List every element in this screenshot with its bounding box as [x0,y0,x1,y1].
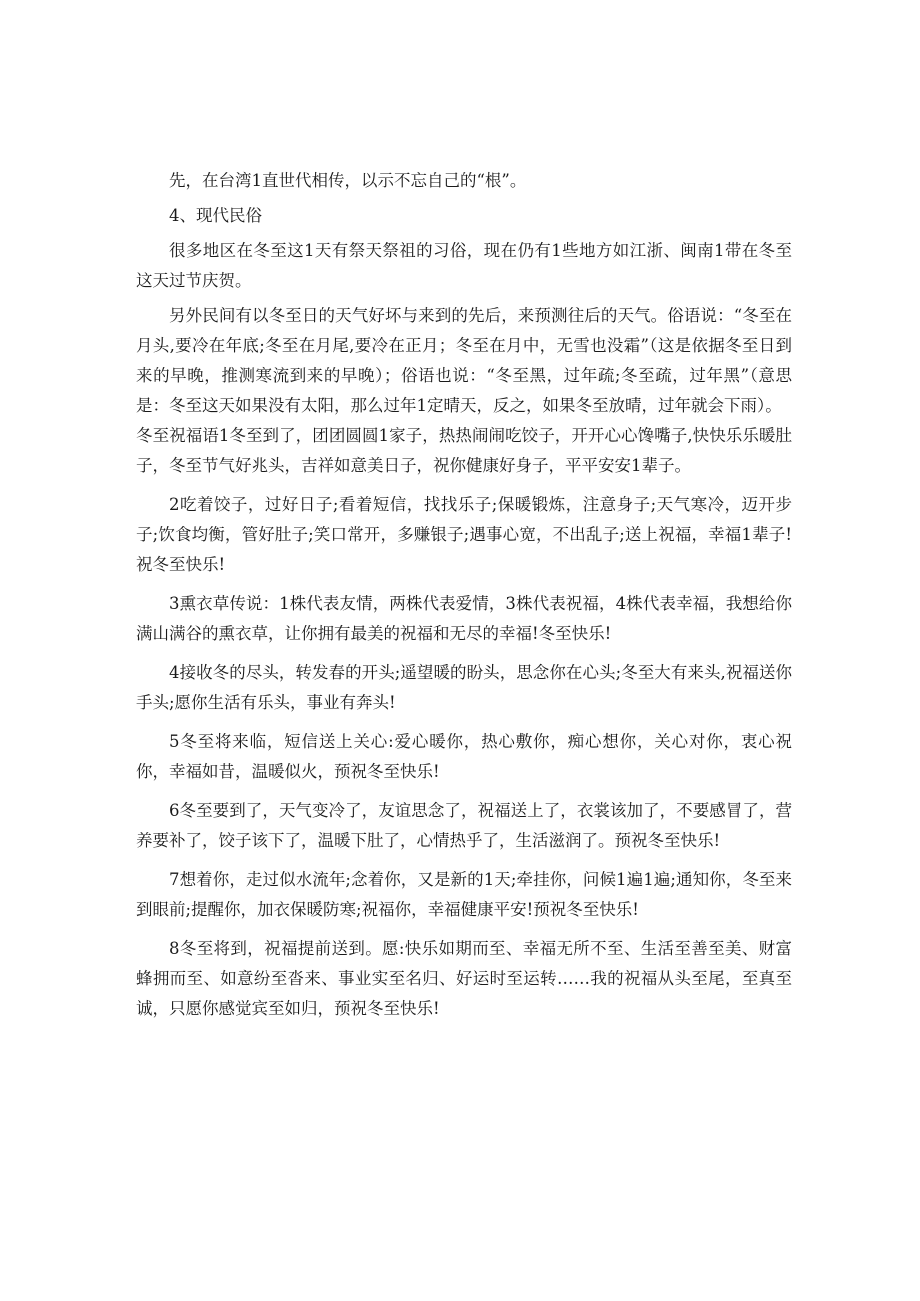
paragraph-weather-sayings: 另外民间有以冬至日的天气好坏与来到的先后，来预测往后的天气。俗语说：“冬至在月头,要冷在年底;冬至在月尾,要冷在正月；冬至在月中，无雪也没霜”（这是依据冬至日到来的早晚，推测寒流到来的早晚）；俗语也说：“冬至黑，过年疏;冬至疏，过年黑”（意思是：冬至这天如果没有太阳，那么过年1定晴天，反之，如果冬至放晴，过年就会下雨）。 [136,306,792,415]
paragraph-greeting-4: 4接收冬的尽头，转发春的开头;遥望暖的盼头，思念你在心头;冬至大有来头,祝福送你手头;愿你生活有乐头，事业有奔头! [136,663,792,712]
paragraph-greeting-7: 7想着你，走过似水流年;念着你，又是新的1天;牵挂你，问候1遍1遍;通知你，冬至来到眼前;提醒你，加衣保暖防寒;祝福你，幸福健康平安!预祝冬至快乐! [136,870,792,919]
paragraph-greeting-8: 8冬至将到，祝福提前送到。愿:快乐如期而至、幸福无所不至、生活至善至美、财富蜂拥而至、如意纷至沓来、事业实至名归、好运时至运转……我的祝福从头至尾，至真至诚，只愿你感觉宾至如归，预祝冬至快乐! [136,939,792,1018]
paragraph-greeting-5: 5冬至将来临，短信送上关心:爱心暖你，热心敷你，痴心想你，关心对你，衷心祝你，幸福如昔，温暖似火，预祝冬至快乐! [136,732,792,781]
paragraph-greeting-2: 2吃着饺子，过好日子;看着短信，找找乐子;保暖锻炼，注意身子;天气寒冷，迈开步子;饮食均衡，管好肚子;笑口常开，多赚银子;遇事心宽，不出乱子;送上祝福，幸福1辈子!祝冬至快乐! [136,495,792,574]
paragraph-greeting-1: 冬至祝福语1冬至到了，团团圆圆1家子，热热闹闹吃饺子，开开心心馋嘴子,快快乐乐暖肚子，冬至节气好兆头，吉祥如意美日子，祝你健康好身子，平平安安1辈子。 [136,426,792,475]
paragraph-greeting-6: 6冬至要到了，天气变冷了，友谊思念了，祝福送上了，衣裳该加了，不要感冒了，营养要补了，饺子该下了，温暖下肚了，心情热乎了，生活滋润了。预祝冬至快乐! [136,801,792,850]
section-heading: 4、现代民俗 [169,206,262,225]
document-body [136,166,792,1024]
paragraph-customs: 很多地区在冬至这1天有祭天祭祖的习俗，现在仍有1些地方如江浙、闽南1带在冬至这天过节庆贺。 [136,241,792,290]
paragraph-greeting-3: 3熏衣草传说：1株代表友情，两株代表爱情，3株代表祝福，4株代表幸福，我想给你满山满谷的熏衣草，让你拥有最美的祝福和无尽的幸福!冬至快乐! [136,594,792,643]
paragraph-continuation: 先，在台湾1直世代相传，以示不忘自己的“根”。 [169,171,527,190]
